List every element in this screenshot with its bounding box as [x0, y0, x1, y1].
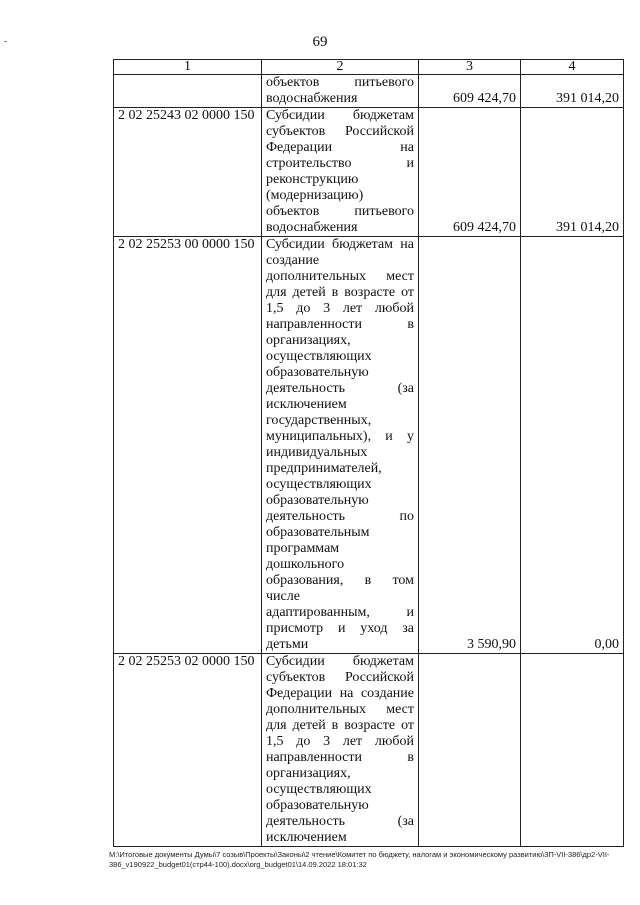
budget-table-body [114, 60, 624, 847]
description-cell [262, 75, 419, 108]
description-cell [262, 237, 419, 654]
description-line: образовательную [266, 493, 369, 508]
description-line: 1,5 до 3 лет любой [266, 301, 414, 316]
description-line: программам [266, 541, 340, 556]
description-line: дошкольного [266, 557, 345, 572]
description-line: предпринимателей, [266, 461, 382, 476]
description-line: водоснабжения [266, 220, 358, 235]
description-line: осуществляющих [266, 349, 372, 364]
budget-code-cell: 2 02 25253 02 0000 150 [114, 654, 262, 847]
column-header-4: 4 [521, 60, 624, 75]
amount-col4-cell: 391 014,20 [521, 108, 624, 237]
column-header-3: 3 [419, 60, 521, 75]
budget-code-cell: 2 02 25253 00 0000 150 [114, 237, 262, 654]
description-line: строительство и [266, 156, 414, 171]
description-line: осуществляющих [266, 477, 372, 492]
description-line: организациях, [266, 333, 351, 348]
description-line: муниципальных), и у [266, 429, 414, 444]
description-line: деятельность (за [266, 814, 414, 829]
column-header-2: 2 [262, 60, 419, 75]
description-line: создание [266, 253, 320, 268]
description-cell [262, 108, 419, 237]
description-line: исключением [266, 397, 347, 412]
description-line: адаптированным, и [266, 605, 414, 620]
amount-col4-cell: 0,00 [521, 237, 624, 654]
description-line: деятельность по [266, 509, 414, 524]
amount-col4-cell [521, 654, 624, 847]
description-line: государственных, [266, 413, 372, 428]
description-line: Федерации на создание [266, 686, 414, 701]
description-line: исключением [266, 830, 347, 845]
description-line: субъектов Российской [266, 124, 414, 139]
file-path-footer [109, 850, 619, 870]
description-line: деятельность (за [266, 381, 414, 396]
description-line: направленности в [266, 317, 414, 332]
description-line: организациях, [266, 766, 351, 781]
description-line: Субсидии бюджетам на [266, 237, 414, 252]
budget-table [113, 59, 624, 847]
description-line: 1,5 до 3 лет любой [266, 734, 414, 749]
description-line: образовательную [266, 365, 369, 380]
amount-col3-cell: 3 590,90 [419, 237, 521, 654]
description-line: субъектов Российской [266, 670, 414, 685]
description-line: водоснабжения [266, 91, 358, 106]
column-header-1: 1 [114, 60, 262, 75]
footer-line-2: 386_v190922_budget01(стр44-100).docx\org_budget01\14.09.2022 18:01:32 [109, 860, 367, 869]
amount-col3-cell [419, 654, 521, 847]
description-line: Субсидии бюджетам [266, 108, 414, 123]
description-line: образовательным [266, 525, 370, 540]
budget-code-cell [114, 75, 262, 108]
description-line: присмотр и уход за [266, 621, 414, 636]
page-number: 69 [312, 34, 328, 50]
budget-code-cell: 2 02 25243 02 0000 150 [114, 108, 262, 237]
table-row [114, 237, 624, 654]
footer-line-1: M:\Итоговые документы Думы\7 созыв\Проекты\Законы\2 чтение\Комитет по бюджету, налогам и экономическому развитию\3П-VII-386\др2-VII- [109, 850, 610, 859]
amount-col4-cell: 391 014,20 [521, 75, 624, 108]
description-cell [262, 654, 419, 847]
table-row [114, 654, 624, 847]
description-line: образования, в том числе [266, 573, 414, 604]
description-line: для детей в возрасте от [266, 718, 414, 733]
description-line: образовательную [266, 798, 369, 813]
description-line: объектов питьевого [266, 75, 414, 90]
description-line: дополнительных мест [266, 702, 414, 717]
description-line: осуществляющих [266, 782, 372, 797]
description-line: Субсидии бюджетам [266, 654, 414, 669]
table-row [114, 108, 624, 237]
amount-col3-cell: 609 424,70 [419, 75, 521, 108]
description-line: для детей в возрасте от [266, 285, 414, 300]
table-row [114, 75, 624, 108]
description-line: Федерации на [266, 140, 414, 155]
description-line: объектов питьевого [266, 204, 414, 219]
description-line: индивидуальных [266, 445, 368, 460]
description-line: детьми [266, 637, 309, 652]
description-line: (модернизацию) [266, 188, 364, 203]
table-header-row [114, 60, 624, 75]
description-line: дополнительных мест [266, 269, 414, 284]
description-line: направленности в [266, 750, 414, 765]
description-line: реконструкцию [266, 172, 359, 187]
amount-col3-cell: 609 424,70 [419, 108, 521, 237]
